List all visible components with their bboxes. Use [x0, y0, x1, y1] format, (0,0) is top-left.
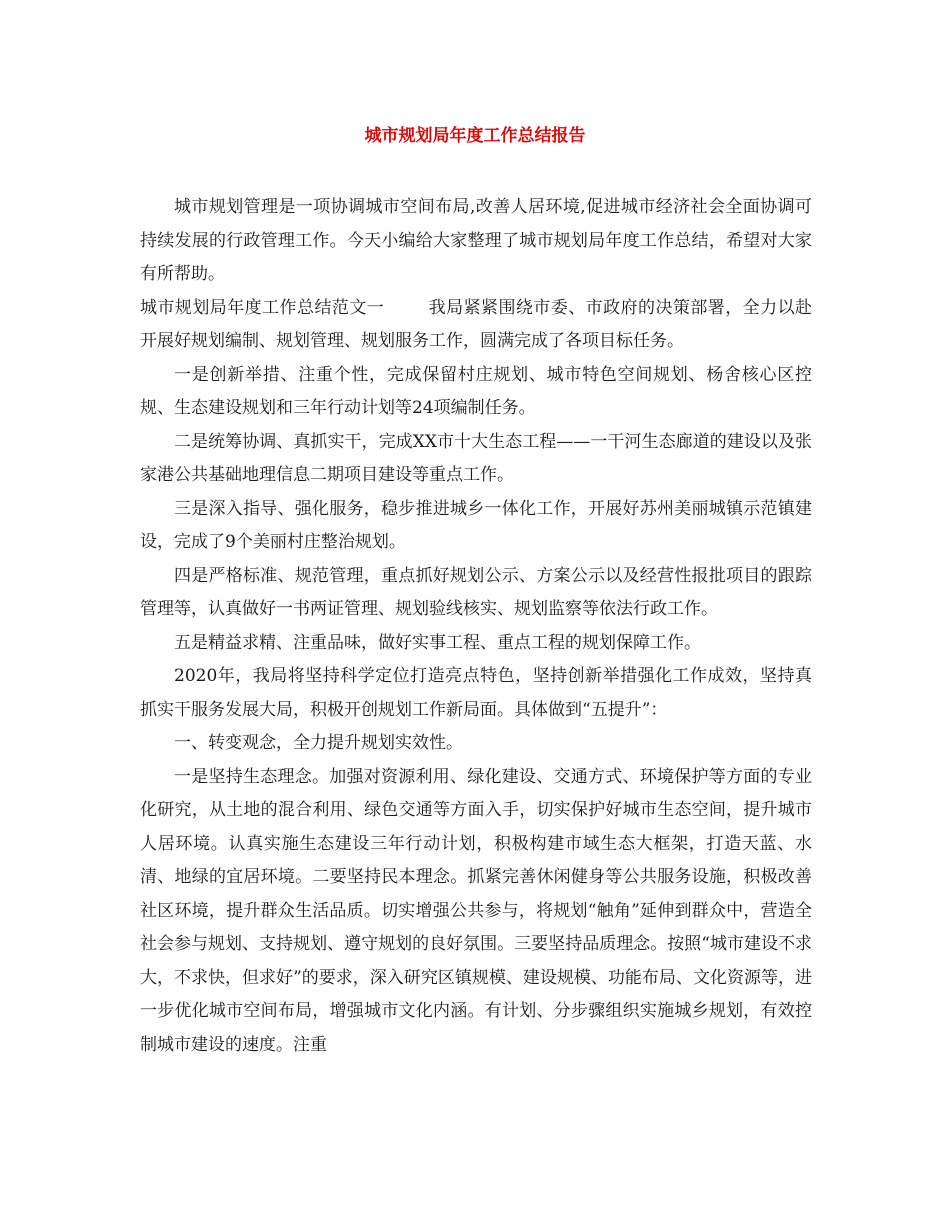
intro-paragraph: 城市规划管理是一项协调城市空间布局,改善人居环境,促进城市经济社会全面协调可持续发展的行政管理工作。今天小编给大家整理了城市规划局年度工作总结，希望对大家有所帮助。 [140, 197, 812, 284]
paragraph-4: 四是严格标准、规范管理，重点抓好规划公示、方案公示以及经营性报批项目的跟踪管理等，认真做好一书两证管理、规划验线核实、规划监察等依法行政工作。 [140, 565, 812, 619]
section-heading: 城市规划局年度工作总结范文一 [140, 297, 385, 318]
paragraph-1: 一是创新举措、注重个性，完成保留村庄规划、城市特色空间规划、杨舍核心区控规、生态建设规划和三年行动计划等24项编制任务。 [140, 364, 812, 418]
paragraph-2: 二是统筹协调、真抓实干，完成XX市十大生态工程——一干河生态廊道的建设以及张家港公共基础地理信息二期项目建设等重点工作。 [140, 431, 812, 485]
paragraph-6: 2020年，我局将坚持科学定位打造亮点特色，坚持创新举措强化工作成效，坚持真抓实干服务发展大局，积极开创规划工作新局面。具体做到“五提升”： [140, 666, 812, 720]
section-opening: 我局紧紧围绕市委、市政府的决策部署，全力以赴开展好规划编制、规划管理、规划服务工作，圆满完成了各项目标任务。 [140, 297, 813, 351]
document-body [140, 191, 812, 1062]
document-title: 城市规划局年度工作总结报告 [364, 126, 586, 146]
paragraph-3: 三是深入指导、强化服务，稳步推进城乡一体化工作，开展好苏州美丽城镇示范镇建设，完成了9个美丽村庄整治规划。 [140, 498, 812, 552]
section-heading-paragraph [140, 292, 812, 359]
paragraph-7: 一、转变观念，全力提升规划实效性。 [174, 733, 463, 753]
paragraph-5: 五是精益求精、注重品味，做好实事工程、重点工程的规划保障工作。 [174, 632, 701, 653]
paragraph-8: 一是坚持生态理念。加强对资源利用、绿化建设、交通方式、环境保护等方面的专业化研究，从土地的混合利用、绿色交通等方面入手，切实保护好城市生态空间，提升城市人居环境。认真实施生态建设三年行动计划，积极构建市域生态大框架，打造天蓝、水清、地绿的宜居环境。二要坚持民本理念。抓紧完善休闲健身等公共服务设施，积极改善社区环境，提升群众生活品质。切实增强公共参与，将规划“触角”延伸到群众中，营造全社会参与规划、支持规划、遵守规划的良好氛围。三要坚持品质理念。按照“城市建设不求大，不求快，但求好”的要求，深入研究区镇规模、建设规模、功能布局、文化资源等，进一步优化城市空间布局，增强城市文化内涵。有计划、分步骤组织实施城乡规划，有效控制城市建设的速度。注重 [140, 766, 812, 1055]
